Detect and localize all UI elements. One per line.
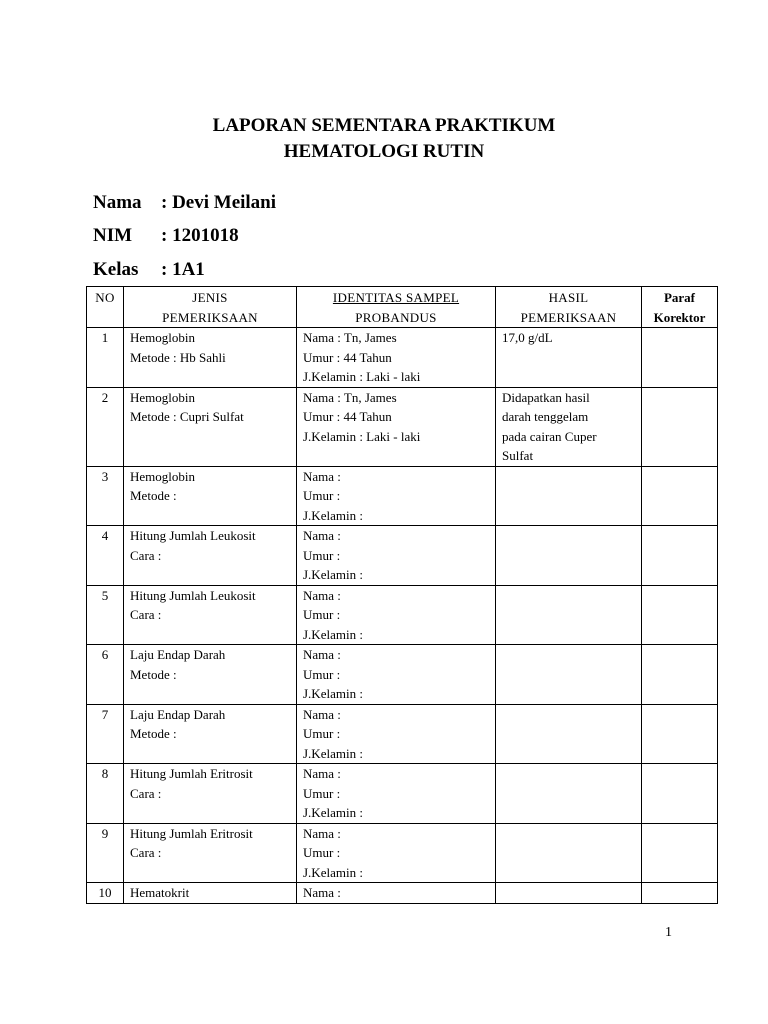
table-row: [87, 764, 718, 824]
cell-identitas: Nama : Umur : J.Kelamin :: [297, 764, 496, 824]
table-row: [87, 328, 718, 388]
header-paraf: Paraf Korektor: [642, 287, 718, 328]
info-value: : 1A1: [161, 259, 205, 280]
header-no: NO: [87, 287, 124, 328]
cell-paraf: [642, 704, 718, 764]
cell-identitas: Nama : Umur : J.Kelamin :: [297, 645, 496, 705]
cell-jenis: Hitung Jumlah Leukosit Cara :: [124, 526, 297, 586]
cell-identitas: Nama : Umur : J.Kelamin :: [297, 704, 496, 764]
info-nama: [93, 191, 276, 215]
cell-no: 1: [87, 328, 124, 388]
cell-hasil: [496, 526, 642, 586]
cell-no: 7: [87, 704, 124, 764]
info-kelas: [93, 258, 205, 282]
cell-no: 2: [87, 387, 124, 466]
cell-hasil: [496, 585, 642, 645]
table-header-row: [87, 287, 718, 328]
cell-jenis: Hemoglobin Metode :: [124, 466, 297, 526]
cell-jenis: Laju Endap Darah Metode :: [124, 704, 297, 764]
cell-hasil: [496, 823, 642, 883]
cell-paraf: [642, 764, 718, 824]
cell-paraf: [642, 466, 718, 526]
cell-paraf: [642, 823, 718, 883]
cell-jenis: Hematokrit: [124, 883, 297, 904]
table-row: [87, 645, 718, 705]
cell-paraf: [642, 585, 718, 645]
cell-hasil: Didapatkan hasil darah tenggelam pada cairan Cuper Sulfat: [496, 387, 642, 466]
cell-no: 9: [87, 823, 124, 883]
page-subtitle: HEMATOLOGI RUTIN: [283, 141, 485, 162]
info-value: : Devi Meilani: [161, 192, 277, 213]
cell-identitas: Nama : Umur : J.Kelamin :: [297, 526, 496, 586]
cell-hasil: [496, 645, 642, 705]
cell-paraf: [642, 645, 718, 705]
info-label: Nama: [93, 192, 142, 213]
cell-jenis: Laju Endap Darah Metode :: [124, 645, 297, 705]
table-row: [87, 585, 718, 645]
info-value: : 1201018: [161, 225, 239, 246]
page-number: 1: [665, 925, 672, 940]
cell-no: 5: [87, 585, 124, 645]
cell-paraf: [642, 328, 718, 388]
header-hasil: HASIL PEMERIKSAAN: [496, 287, 642, 328]
cell-no: 3: [87, 466, 124, 526]
cell-paraf: [642, 387, 718, 466]
cell-paraf: [642, 526, 718, 586]
cell-no: 4: [87, 526, 124, 586]
cell-no: 8: [87, 764, 124, 824]
cell-identitas: Nama :: [297, 883, 496, 904]
cell-jenis: Hitung Jumlah Leukosit Cara :: [124, 585, 297, 645]
page-title: LAPORAN SEMENTARA PRAKTIKUM: [212, 115, 556, 136]
report-table: [86, 286, 718, 904]
cell-hasil: [496, 704, 642, 764]
cell-jenis: Hemoglobin Metode : Hb Sahli: [124, 328, 297, 388]
header-identitas: IDENTITAS SAMPEL PROBANDUS: [297, 287, 496, 328]
cell-no: 6: [87, 645, 124, 705]
table-row: [87, 526, 718, 586]
table-row: [87, 823, 718, 883]
info-label: Kelas: [93, 259, 139, 280]
cell-hasil: [496, 764, 642, 824]
table-row: [87, 704, 718, 764]
cell-no: 10: [87, 883, 124, 904]
cell-identitas: Nama : Umur : J.Kelamin :: [297, 585, 496, 645]
info-label: NIM: [93, 225, 133, 246]
table-row: [87, 883, 718, 904]
cell-identitas: Nama : Umur : J.Kelamin :: [297, 466, 496, 526]
cell-jenis: Hitung Jumlah Eritrosit Cara :: [124, 764, 297, 824]
cell-identitas: Nama : Umur : J.Kelamin :: [297, 823, 496, 883]
cell-paraf: [642, 883, 718, 904]
cell-hasil: 17,0 g/dL: [496, 328, 642, 388]
cell-jenis: Hemoglobin Metode : Cupri Sulfat: [124, 387, 297, 466]
cell-hasil: [496, 466, 642, 526]
table-row: [87, 387, 718, 466]
info-nim: [93, 224, 239, 248]
cell-hasil: [496, 883, 642, 904]
cell-jenis: Hitung Jumlah Eritrosit Cara :: [124, 823, 297, 883]
table-row: [87, 466, 718, 526]
header-jenis: JENIS PEMERIKSAAN: [124, 287, 297, 328]
cell-identitas: Nama : Tn, James Umur : 44 Tahun J.Kelamin : Laki - laki: [297, 387, 496, 466]
cell-identitas: Nama : Tn, James Umur : 44 Tahun J.Kelamin : Laki - laki: [297, 328, 496, 388]
